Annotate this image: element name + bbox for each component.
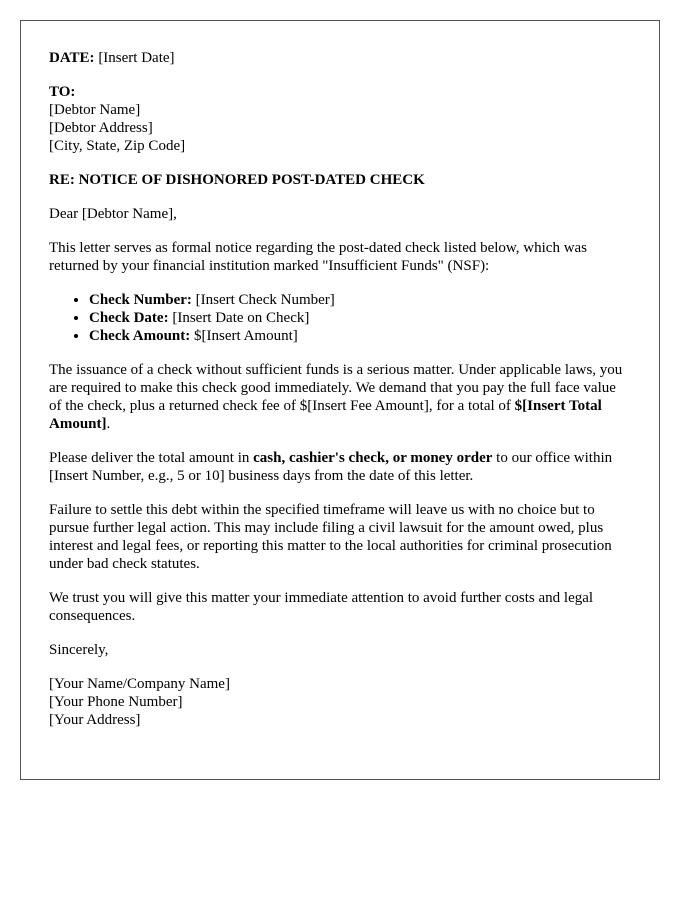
- salutation: Dear [Debtor Name],: [49, 206, 177, 222]
- check-amount-label: Check Amount:: [89, 328, 191, 344]
- check-amount-item: [89, 327, 631, 345]
- check-details-list: [49, 291, 631, 345]
- delivery-text-before: Please deliver the total amount in: [49, 450, 254, 466]
- total-amount: $[Insert Total Amount]: [49, 398, 602, 432]
- date-label: DATE:: [49, 50, 95, 66]
- check-number-item: [89, 291, 631, 309]
- subject-line: [49, 171, 631, 189]
- demand-paragraph: [49, 361, 631, 433]
- subject-text: RE: NOTICE OF DISHONORED POST-DATED CHECK: [49, 172, 425, 188]
- signature-name: [Your Name/Company Name]: [49, 676, 230, 692]
- demand-text: The issuance of a check without sufficient funds is a serious matter. Under applicable laws, you are required to make this check good immediately. We demand that you pay the full face value of the check, plus a returned check fee of $[Insert Fee Amount], for a total of: [49, 362, 623, 414]
- date-line: [49, 49, 631, 67]
- check-date-item: [89, 309, 631, 327]
- signature-phone: [Your Phone Number]: [49, 694, 183, 710]
- check-number-value: [Insert Check Number]: [191, 292, 335, 308]
- letter-document: [20, 20, 660, 780]
- date-value: [Insert Date]: [94, 50, 175, 66]
- payment-methods: cash, cashier's check, or money order: [253, 450, 493, 466]
- check-amount-value: $[Insert Amount]: [190, 328, 298, 344]
- check-date-value: [Insert Date on Check]: [168, 310, 310, 326]
- delivery-paragraph: [49, 449, 631, 485]
- recipient-name: [Debtor Name]: [49, 102, 141, 118]
- recipient-label: TO:: [49, 84, 76, 100]
- check-date-label: Check Date:: [89, 310, 169, 326]
- intro-paragraph: This letter serves as formal notice regarding the post-dated check listed below, which was returned by your financial institution marked "Insufficient Funds" (NSF):: [49, 240, 588, 274]
- recipient-city-state-zip: [City, State, Zip Code]: [49, 138, 186, 154]
- signature-address: [Your Address]: [49, 712, 141, 728]
- delivery-text-after: to our office within [Insert Number, e.g., 5 or 10] business days from the date of this letter.: [49, 450, 613, 484]
- recipient-address: [Debtor Address]: [49, 120, 153, 136]
- check-number-label: Check Number:: [89, 292, 192, 308]
- closing: Sincerely,: [49, 642, 109, 658]
- closing-note-paragraph: We trust you will give this matter your immediate attention to avoid further costs and legal consequences.: [49, 590, 594, 624]
- consequences-paragraph: Failure to settle this debt within the specified timeframe will leave us with no choice but to pursue further legal action. This may include filing a civil lawsuit for the amount owed, plus interest and legal fees, or reporting this matter to the local authorities for criminal prosecution under bad check statutes.: [49, 502, 612, 572]
- signature-block: [49, 675, 631, 729]
- demand-end: .: [106, 416, 111, 432]
- recipient-block: [49, 83, 631, 155]
